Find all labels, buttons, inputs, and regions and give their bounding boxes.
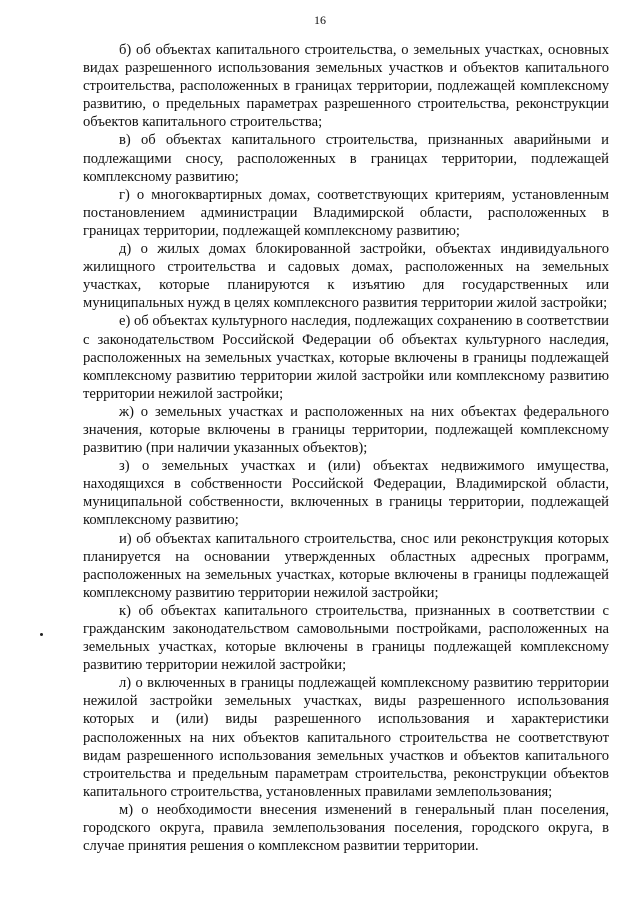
paragraph-b: б) об объектах капитального строительства, о земельных участках, основных видах разрешенного использования земельных участков и объектов капитального строительства, расположенных в границах территории, подлежащей комплексному развитию, о предельных параметрах разрешенного строительства, реконструкции объектов капитального строительства; <box>83 42 609 131</box>
paragraph-i: и) об объектах капитального строительства, снос или реконструкция которых планируется на основании утвержденных областных адресных программ, расположенных на земельных участках, которые включены в границы подлежащей комплексному развитию территории нежилой застройки; <box>83 530 609 601</box>
paragraph-d: д) о жилых домах блокированной застройки, объектах индивидуального жилищного строительства и садовых домах, расположенных на земельных участках, которые планируются к изъятию для государственных или муниципальных нужд в целях комплексного развития территории жилой застройки; <box>83 241 609 312</box>
document-body <box>83 41 609 855</box>
paragraph-k: к) об объектах капитального строительства, признанных в соответствии с гражданским законодательством самовольными постройками, расположенных на земельных участках, которые включены в границы подлежащей комплексному развитию территории нежилой застройки; <box>83 602 609 674</box>
paragraph-m: м) о необходимости внесения изменений в генеральный план поселения, городского округа, правила землепользования поселения, городского округа, в случае принятия решения о комплексном развитии территории. <box>83 801 609 855</box>
margin-dot-mark <box>40 633 43 636</box>
page-number: 16 <box>314 13 326 27</box>
paragraph-g: г) о многоквартирных домах, соответствующих критериям, установленным постановлением администрации Владимирской области, расположенных в границах территории, подлежащей комплексному развитию; <box>83 186 609 239</box>
paragraph-v: в) об объектах капитального строительства, признанных аварийными и подлежащими сносу, расположенных в границах территории, подлежащей комплексному развитию; <box>83 132 609 185</box>
paragraph-e: е) об объектах культурного наследия, подлежащих сохранению в соответствии с законодательством Российской Федерации об объектах культурного наследия, расположенных на земельных участках, которые включены в границы подлежащей комплексному развитию территории жилой застройки или комплексному развитию территории нежилой застройки; <box>83 313 609 402</box>
paragraph-l: л) о включенных в границы подлежащей комплексному развитию территории нежилой застройки земельных участках, виды разрешенного использования которых и (или) виды разрешенного использования и характеристики расположенных на них объектов капитального строительства не соответствуют видам разрешенного использования земельных участков и объектов капитального строительства и предельным параметрам строительства, реконструкции объектов капитального строительства, установленных правилами землепользования; <box>83 675 609 800</box>
paragraph-zh: ж) о земельных участках и расположенных на них объектах федерального значения, которые включены в границы территории, подлежащей комплексному развитию (при наличии указанных объектов); <box>83 403 609 457</box>
paragraph-z: з) о земельных участках и (или) объектах недвижимого имущества, находящихся в собственности Российской Федерации, Владимирской области, муниципальной собственности, включенных в границы территории, подлежащей комплексному развитию; <box>83 458 609 529</box>
